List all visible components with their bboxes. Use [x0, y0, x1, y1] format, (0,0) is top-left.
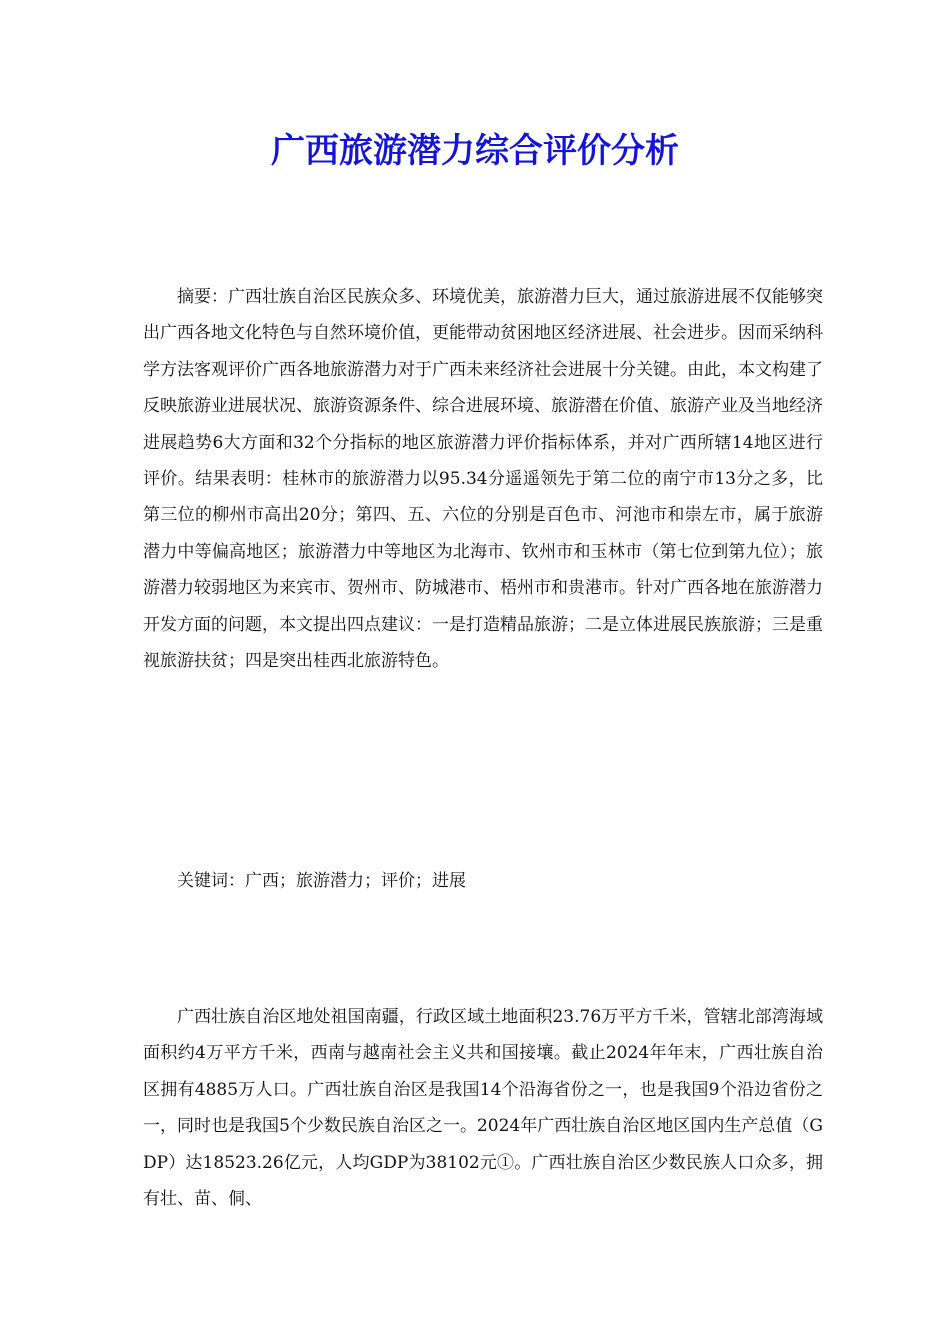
abstract-paragraph: 摘要：广西壮族自治区民族众多、环境优美，旅游潜力巨大，通过旅游进展不仅能够突出广西各地文化特色与自然环境价值，更能带动贫困地区经济进展、社会进步。因而采纳科学方法客观评价广西各地旅游潜力对于广西未来经济社会进展十分关键。由此，本文构建了反映旅游业进展状况、旅游资源条件、综合进展环境、旅游潜在价值、旅游产业及当地经济进展趋势6大方面和32个分指标的地区旅游潜力评价指标体系，并对广西所辖14地区进行评价。结果表明：桂林市的旅游潜力以95.34分遥遥领先于第二位的南宁市13分之多，比第三位的柳州市高出20分；第四、五、六位的分别是百色市、河池市和崇左市，属于旅游潜力中等偏高地区；旅游潜力中等地区为北海市、钦州市和玉林市（第七位到第九位）；旅游潜力较弱地区为来宾市、贺州市、防城港市、梧州市和贵港市。针对广西各地在旅游潜力开发方面的问题，本文提出四点建议：一是打造精品旅游；二是立体进展民族旅游；三是重视旅游扶贫；四是突出桂西北旅游特色。	[143, 287, 823, 672]
keywords-paragraph: 关键词：广西；旅游潜力；评价；进展	[177, 871, 466, 891]
body-paragraph: 广西壮族自治区地处祖国南疆，行政区域土地面积23.76万平方千米，管辖北部湾海域面积约4万平方千米，西南与越南社会主义共和国接壤。截止2024年年末，广西壮族自治区拥有4885万人口。广西壮族自治区是我国14个沿海省份之一，也是我国9个沿边省份之一，同时也是我国5个少数民族自治区之一。2024年广西壮族自治区地区国内生产总值（GDP）达18523.26亿元，人均GDP为38102元①。广西壮族自治区少数民族人口众多，拥有壮、苗、侗、	[143, 1007, 823, 1210]
document-title: 广西旅游潜力综合评价分析	[271, 131, 679, 171]
